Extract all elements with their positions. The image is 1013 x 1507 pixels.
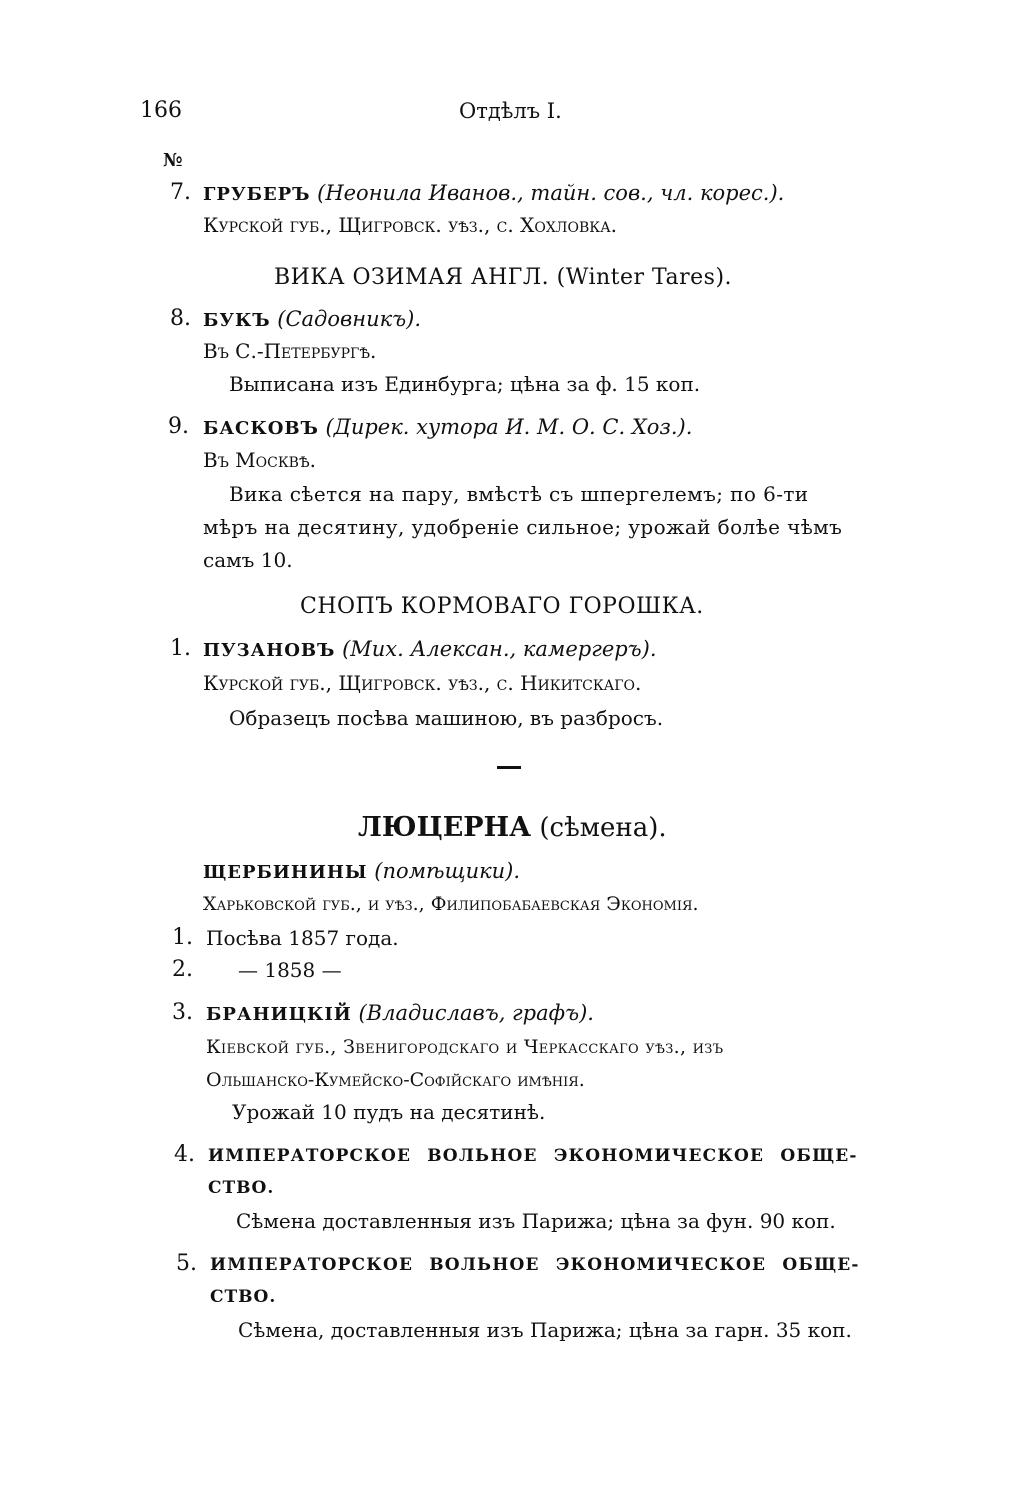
entry-9-note-line-1: Вика сѣется на пару, вмѣстѣ съ шпергелемъ; по 6-ти bbox=[229, 482, 809, 506]
entry-9-number: 9. bbox=[168, 414, 189, 439]
entry-9-note-line-2: мѣръ на десятину, удобреніе сильное; урожай болѣе чѣмъ bbox=[203, 515, 843, 539]
numero-sign: № bbox=[163, 150, 183, 171]
entry-8-name: БУКЪ bbox=[203, 310, 271, 331]
entry-9-note-line-3: самъ 10. bbox=[203, 548, 293, 572]
running-header: Отдѣлъ I. bbox=[459, 99, 562, 123]
lucerne-entry-3-heading bbox=[206, 1000, 594, 1028]
entry-7-number: 7. bbox=[170, 180, 191, 205]
lucerne-entry-3-location-line-2: Ольшанско-Кумейско-Софійскаго имѣнія. bbox=[206, 1069, 585, 1091]
entry-8-number: 8. bbox=[170, 306, 191, 331]
lucerne-entry-4-note: Сѣмена доставленныя изъ Парижа; цѣна за фун. 90 коп. bbox=[236, 1209, 836, 1233]
entry-7-location: Курской губ., Щигровск. уѣз., с. Хохловка. bbox=[203, 213, 618, 237]
entry-8-heading bbox=[203, 306, 421, 334]
lucerne-item-2-number: 2. bbox=[172, 957, 193, 982]
lucerne-entry-5-name-line-2: СТВО. bbox=[210, 1287, 277, 1307]
snop-entry-1-name: ПУЗАНОВЪ bbox=[203, 640, 336, 661]
lucerne-entry-5-name-line-1: ИМПЕРАТОРСКОЕ ВОЛЬНОЕ ЭКОНОМИЧЕСКОЕ ОБЩЕ- bbox=[210, 1255, 860, 1275]
entry-9-desc: (Дирек. хутора И. М. О. С. Хоз.). bbox=[325, 415, 693, 439]
lucerne-entry-4-name-line-2: СТВО. bbox=[208, 1178, 275, 1198]
lucerne-entry-5-note: Сѣмена, доставленныя изъ Парижа; цѣна за гарн. 35 коп. bbox=[238, 1318, 852, 1342]
lucerne-entry-3-number: 3. bbox=[172, 1000, 193, 1025]
shcherbininy-location: Харьковской губ., и уѣз., Филипобабаевская Экономія. bbox=[203, 893, 699, 915]
shcherbininy-desc: (помѣщики). bbox=[374, 859, 521, 883]
entry-7-name: ГРУБЕРЪ bbox=[203, 184, 311, 205]
lucerne-entry-4-name-line-1: ИМПЕРАТОРСКОЕ ВОЛЬНОЕ ЭКОНОМИЧЕСКОЕ ОБЩЕ- bbox=[208, 1146, 858, 1166]
lucerne-item-1-number: 1. bbox=[172, 925, 193, 950]
snop-entry-1-heading bbox=[203, 636, 657, 664]
entry-9-location: Въ Москвѣ. bbox=[203, 448, 316, 472]
snop-entry-1-desc: (Мих. Алексан., камергеръ). bbox=[342, 637, 657, 661]
section-divider bbox=[497, 766, 521, 769]
snop-entry-1-note: Образецъ посѣва машиною, въ разбросъ. bbox=[229, 706, 664, 730]
entry-9-name: БАСКОВЪ bbox=[203, 418, 319, 439]
section-vika-title: ВИКА ОЗИМАЯ АНГЛ. (Winter Tares). bbox=[274, 265, 733, 290]
entry-9-heading bbox=[203, 414, 692, 442]
lucerne-item-1-text: Посѣва 1857 года. bbox=[206, 926, 399, 950]
entry-7-heading bbox=[203, 180, 784, 208]
shcherbininy-heading bbox=[203, 858, 520, 886]
section-snop-title: СНОПЪ КОРМОВАГО ГОРОШКА. bbox=[300, 594, 704, 619]
entry-7-desc: (Неонила Иванов., тайн. сов., чл. корес.). bbox=[317, 181, 785, 205]
lucerne-entry-3-name: БРАНИЦКІЙ bbox=[206, 1004, 352, 1025]
entry-8-desc: (Садовникъ). bbox=[277, 307, 421, 331]
entry-8-note: Выписана изъ Единбурга; цѣна за ф. 15 коп. bbox=[229, 372, 701, 396]
section-lucerne-title bbox=[358, 812, 667, 844]
entry-8-location: Въ С.-Петербургѣ. bbox=[203, 339, 377, 363]
lucerne-entry-5-number: 5. bbox=[176, 1251, 197, 1276]
lucerne-entry-3-note: Урожай 10 пудъ на десятинѣ. bbox=[232, 1100, 546, 1124]
snop-entry-1-number: 1. bbox=[170, 636, 191, 661]
lucerne-title-rest: (сѣмена). bbox=[539, 813, 667, 843]
lucerne-entry-3-location-line-1: Кіевской губ., Звенигородскаго и Черкасскаго уѣз., изъ bbox=[206, 1036, 724, 1058]
lucerne-item-2-text: — 1858 — bbox=[238, 958, 342, 982]
page-number: 166 bbox=[140, 98, 182, 123]
snop-entry-1-location: Курской губ., Щигровск. уѣз., с. Никитскаго. bbox=[203, 671, 642, 695]
lucerne-entry-4-number: 4. bbox=[174, 1142, 195, 1167]
lucerne-title-bold: ЛЮЦЕРНА bbox=[358, 812, 532, 843]
lucerne-entry-3-desc: (Владиславъ, графъ). bbox=[358, 1001, 594, 1025]
shcherbininy-name: ЩЕРБИНИНЫ bbox=[203, 862, 368, 883]
